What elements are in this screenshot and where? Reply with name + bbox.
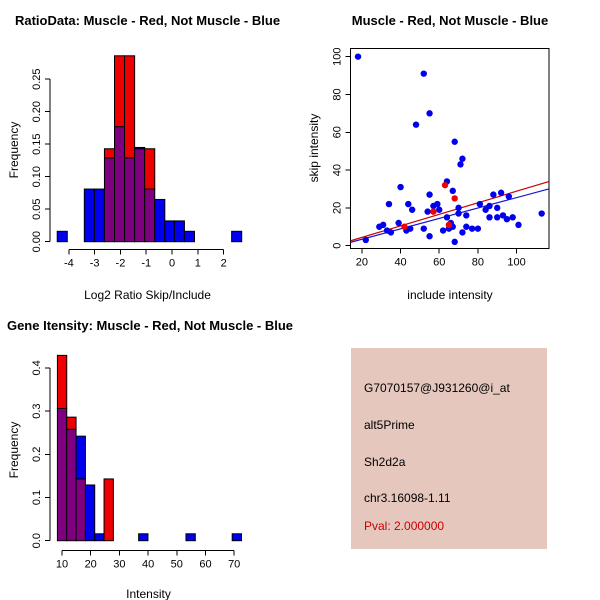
histogram-bar (139, 534, 148, 541)
x-tick-label: 30 (113, 558, 126, 571)
scatter-point-blue (475, 225, 481, 231)
location-text: chr3.16098-1.11 (364, 491, 451, 505)
histogram-bar (84, 189, 94, 242)
histogram-bar (145, 149, 155, 189)
scatter-point-blue (477, 201, 483, 207)
scatter-point-blue (455, 210, 461, 216)
scatter-point-blue (436, 207, 442, 213)
y-tick-label: 0.10 (31, 165, 43, 188)
scatter-point-blue (455, 205, 461, 211)
histogram-bar (125, 158, 135, 242)
gene-name-text: Sh2d2a (364, 455, 406, 469)
probe-id-text: G7070157@J931260@i_at (364, 381, 510, 395)
scatter-point-red (446, 222, 452, 228)
scatter-xlabel: include intensity (407, 288, 493, 302)
x-tick-label: 60 (199, 558, 212, 571)
histogram-bar (174, 221, 184, 242)
y-tick-label: 80 (331, 88, 344, 101)
histogram-bar (76, 436, 85, 479)
histogram-bar (104, 158, 114, 242)
scatter-point-blue (434, 201, 440, 207)
x-tick-label: 1 (194, 257, 201, 270)
scatter-point-blue (482, 207, 488, 213)
y-tick-label: 0.4 (31, 360, 43, 376)
gene-histogram-ylabel: Frequency (7, 421, 21, 479)
histogram-bar (155, 199, 165, 241)
scatter-point-blue (409, 207, 415, 213)
scatter-ylabel: skip intensity (307, 113, 321, 183)
histogram-bar (57, 231, 67, 241)
scatter-point-blue (395, 220, 401, 226)
histogram-bar (57, 355, 66, 408)
scatter-chart (332, 47, 549, 268)
scatter-point-blue (413, 121, 419, 127)
histogram-bar (115, 127, 125, 242)
x-tick-label: 10 (55, 558, 69, 571)
scatter-point-blue (421, 225, 427, 231)
scatter-point-blue (451, 239, 457, 245)
x-tick-label: 40 (141, 558, 155, 571)
y-tick-label: 0.1 (31, 489, 43, 506)
histogram-bar (186, 534, 195, 541)
scatter-point-blue (459, 229, 465, 235)
histogram-bar (232, 534, 241, 541)
scatter-point-blue (421, 70, 427, 76)
scatter-point-blue (426, 233, 432, 239)
histogram-bar (95, 534, 104, 541)
scatter-point-blue (504, 216, 510, 222)
gene_hist-chart (31, 355, 242, 570)
ratio-histogram-ylabel: Frequency (7, 121, 21, 179)
y-tick-label: 0.20 (31, 100, 43, 123)
y-tick-label: 0.15 (31, 133, 43, 155)
scatter-point-blue (380, 222, 386, 228)
histogram-bar (125, 56, 135, 158)
scatter-point-blue (486, 214, 492, 220)
scatter-point-blue (426, 191, 432, 197)
y-tick-label: 0.2 (31, 446, 43, 462)
scatter-point-blue (450, 188, 456, 194)
scatter-point-blue (397, 184, 403, 190)
y-tick-label: 40 (331, 163, 344, 177)
x-tick-label: 40 (394, 256, 407, 269)
y-tick-label: 0 (331, 242, 344, 249)
scatter-point-blue (426, 110, 432, 116)
scatter-point-blue (515, 222, 521, 228)
x-tick-label: 80 (471, 256, 485, 269)
x-tick-label: -4 (63, 257, 74, 270)
splice-type-text: alt5Prime (364, 418, 415, 432)
histogram-bar (232, 231, 242, 241)
ratio-histogram-title: RatioData: Muscle - Red, Not Muscle - Blue (14, 13, 281, 28)
x-tick-label: 20 (355, 256, 369, 269)
y-tick-label: 20 (331, 201, 344, 214)
scatter-point-blue (444, 214, 450, 220)
histogram-bar (94, 189, 104, 242)
scatter-point-blue (494, 205, 500, 211)
x-tick-label: -2 (115, 257, 126, 270)
ratio_hist-chart (31, 56, 242, 270)
scatter-point-red (451, 195, 457, 201)
scatter-point-blue (451, 139, 457, 145)
scatter-point-blue (363, 237, 369, 243)
histogram-bar (115, 56, 125, 127)
histogram-bar (67, 429, 76, 540)
x-tick-label: 50 (170, 558, 183, 571)
scatter-point-blue (469, 225, 475, 231)
scatter-point-blue (459, 156, 465, 162)
x-tick-label: 0 (168, 257, 176, 270)
y-tick-label: 0.25 (31, 68, 43, 90)
scatter-point-blue (405, 201, 411, 207)
y-tick-label: 0.0 (31, 533, 43, 549)
x-tick-label: -3 (89, 257, 100, 270)
histogram-bar (104, 479, 113, 541)
scatter-title: Muscle - Red, Not Muscle - Blue (351, 13, 549, 28)
scatter-point-blue (424, 208, 430, 214)
scatter-point-blue (457, 161, 463, 167)
y-tick-label: 60 (331, 126, 344, 139)
y-tick-label: 100 (331, 47, 344, 66)
x-tick-label: 100 (507, 256, 526, 269)
gene-histogram-title: Gene Itensity: Muscle - Red, Not Muscle - Blue (6, 318, 294, 333)
y-tick-label: 0.05 (31, 198, 43, 220)
scatter-point-blue (355, 53, 361, 59)
histogram-bar (67, 417, 76, 429)
scatter-point-red (442, 182, 448, 188)
scatter-point-blue (440, 227, 446, 233)
histogram-bar (104, 149, 114, 158)
x-tick-label: 2 (220, 257, 227, 270)
y-tick-label: 0.3 (31, 403, 43, 419)
histogram-bar (135, 147, 145, 148)
scatter-point-blue (506, 193, 512, 199)
scatter-point-blue (388, 229, 394, 235)
x-tick-label: -1 (141, 257, 152, 270)
pval-text: Pval: 2.000000 (364, 519, 445, 533)
gene-info-panel (351, 348, 547, 549)
gene-histogram-xlabel: Intensity (126, 587, 171, 600)
scatter-point-blue (386, 201, 392, 207)
x-tick-label: 20 (84, 558, 97, 571)
scatter-point-blue (509, 214, 515, 220)
histogram-bar (76, 479, 85, 541)
ratio-histogram-xlabel: Log2 Ratio Skip/Include (84, 288, 211, 302)
x-tick-label: 70 (228, 558, 241, 571)
histogram-bar (135, 149, 145, 242)
scatter-point-blue (463, 224, 469, 230)
histogram-bar (165, 221, 175, 242)
histogram-bar (85, 485, 94, 541)
fit-line-blue (351, 189, 549, 242)
scatter-point-blue (463, 212, 469, 218)
scatter-point-blue (490, 191, 496, 197)
histogram-bar (145, 189, 155, 242)
histogram-bar (57, 409, 66, 541)
scatter-point-blue (494, 214, 500, 220)
y-tick-label: 0.00 (31, 230, 43, 253)
scatter-point-blue (538, 210, 544, 216)
scatter-point-red (430, 208, 436, 214)
scatter-point-blue (407, 225, 413, 231)
histogram-bar (184, 231, 194, 241)
scatter-point-blue (498, 190, 504, 196)
scatter-point-red (401, 224, 407, 230)
x-tick-label: 60 (433, 256, 446, 269)
